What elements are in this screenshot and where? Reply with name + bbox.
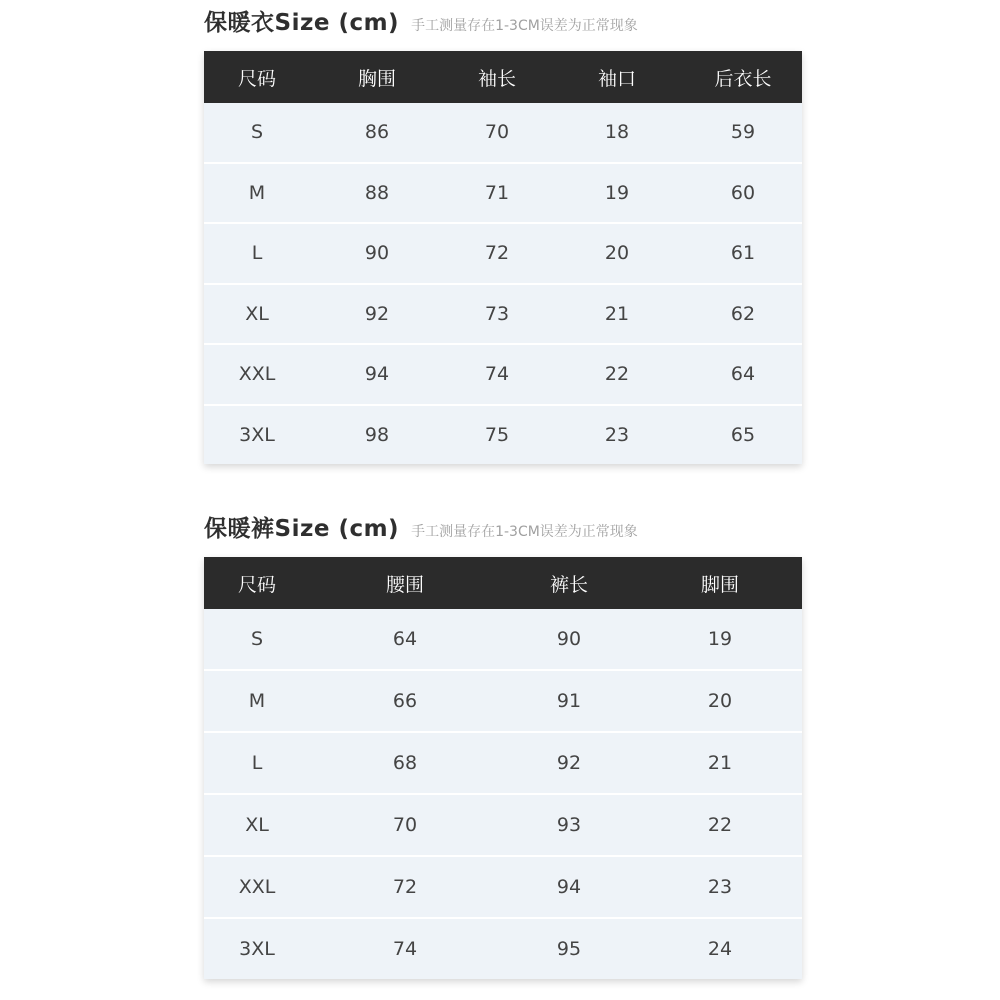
pants-measurement-note: 手工测量存在1-3CM误差为正常现象 (411, 524, 638, 540)
table-cell: 74 (310, 917, 500, 979)
header-ankle: 脚围 (638, 557, 802, 609)
table-row (204, 343, 802, 404)
table-row (204, 669, 802, 731)
header-size: 尺码 (204, 557, 310, 609)
table-cell: S (204, 103, 310, 162)
table-cell: 64 (310, 609, 500, 669)
table-cell: 62 (684, 283, 802, 344)
jacket-measurement-note: 手工测量存在1-3CM误差为正常现象 (411, 18, 638, 34)
jacket-section-title: 保暖衣Size (cm) (204, 10, 400, 36)
table-row (204, 283, 802, 344)
table-cell: L (204, 731, 310, 793)
pants-section-header (204, 510, 824, 543)
table-cell: 65 (684, 404, 802, 465)
table-cell: 90 (310, 222, 444, 283)
table-row (204, 793, 802, 855)
table-row (204, 103, 802, 162)
table-header-row (204, 51, 802, 103)
table-cell: 23 (550, 404, 684, 465)
table-cell: 86 (310, 103, 444, 162)
pants-size-table (204, 557, 802, 979)
jacket-section-header (204, 4, 824, 37)
table-cell: 22 (550, 343, 684, 404)
table-cell: XL (204, 793, 310, 855)
table-header-row (204, 557, 802, 609)
table-cell: XXL (204, 343, 310, 404)
table-row (204, 609, 802, 669)
table-cell: L (204, 222, 310, 283)
table-cell: XXL (204, 855, 310, 917)
table-cell: 64 (684, 343, 802, 404)
table-cell: 23 (638, 855, 802, 917)
header-pants-length: 裤长 (500, 557, 638, 609)
table-cell: 73 (444, 283, 550, 344)
header-back-length: 后衣长 (684, 51, 802, 103)
table-cell: 68 (310, 731, 500, 793)
table-cell: 95 (500, 917, 638, 979)
header-waist: 腰围 (310, 557, 500, 609)
table-cell: 94 (500, 855, 638, 917)
table-cell: 94 (310, 343, 444, 404)
table-cell: 61 (684, 222, 802, 283)
table-cell: 60 (684, 162, 802, 223)
table-row (204, 162, 802, 223)
table-cell: 66 (310, 669, 500, 731)
table-cell: 21 (638, 731, 802, 793)
table-row (204, 917, 802, 979)
table-cell: 74 (444, 343, 550, 404)
table-cell: 18 (550, 103, 684, 162)
table-cell: 3XL (204, 404, 310, 465)
table-cell: 98 (310, 404, 444, 465)
table-cell: 70 (310, 793, 500, 855)
pants-section-title: 保暖裤Size (cm) (204, 516, 400, 542)
table-cell: 72 (310, 855, 500, 917)
table-cell: 91 (500, 669, 638, 731)
table-cell: M (204, 162, 310, 223)
jacket-size-table (204, 51, 802, 464)
header-sleeve-length: 袖长 (444, 51, 550, 103)
table-cell: 3XL (204, 917, 310, 979)
table-cell: 20 (638, 669, 802, 731)
table-cell: 59 (684, 103, 802, 162)
table-cell: 22 (638, 793, 802, 855)
header-cuff: 袖口 (550, 51, 684, 103)
table-cell: 19 (638, 609, 802, 669)
table-cell: 92 (500, 731, 638, 793)
table-cell: S (204, 609, 310, 669)
table-cell: 24 (638, 917, 802, 979)
table-cell: 92 (310, 283, 444, 344)
table-row (204, 222, 802, 283)
table-cell: 75 (444, 404, 550, 465)
table-row (204, 404, 802, 465)
table-cell: 19 (550, 162, 684, 223)
table-cell: 90 (500, 609, 638, 669)
table-cell: 20 (550, 222, 684, 283)
table-cell: M (204, 669, 310, 731)
table-row (204, 855, 802, 917)
table-cell: 88 (310, 162, 444, 223)
table-cell: 21 (550, 283, 684, 344)
table-cell: 72 (444, 222, 550, 283)
table-row (204, 731, 802, 793)
table-cell: 93 (500, 793, 638, 855)
table-cell: 71 (444, 162, 550, 223)
table-cell: XL (204, 283, 310, 344)
table-cell: 70 (444, 103, 550, 162)
header-size: 尺码 (204, 51, 310, 103)
header-chest: 胸围 (310, 51, 444, 103)
